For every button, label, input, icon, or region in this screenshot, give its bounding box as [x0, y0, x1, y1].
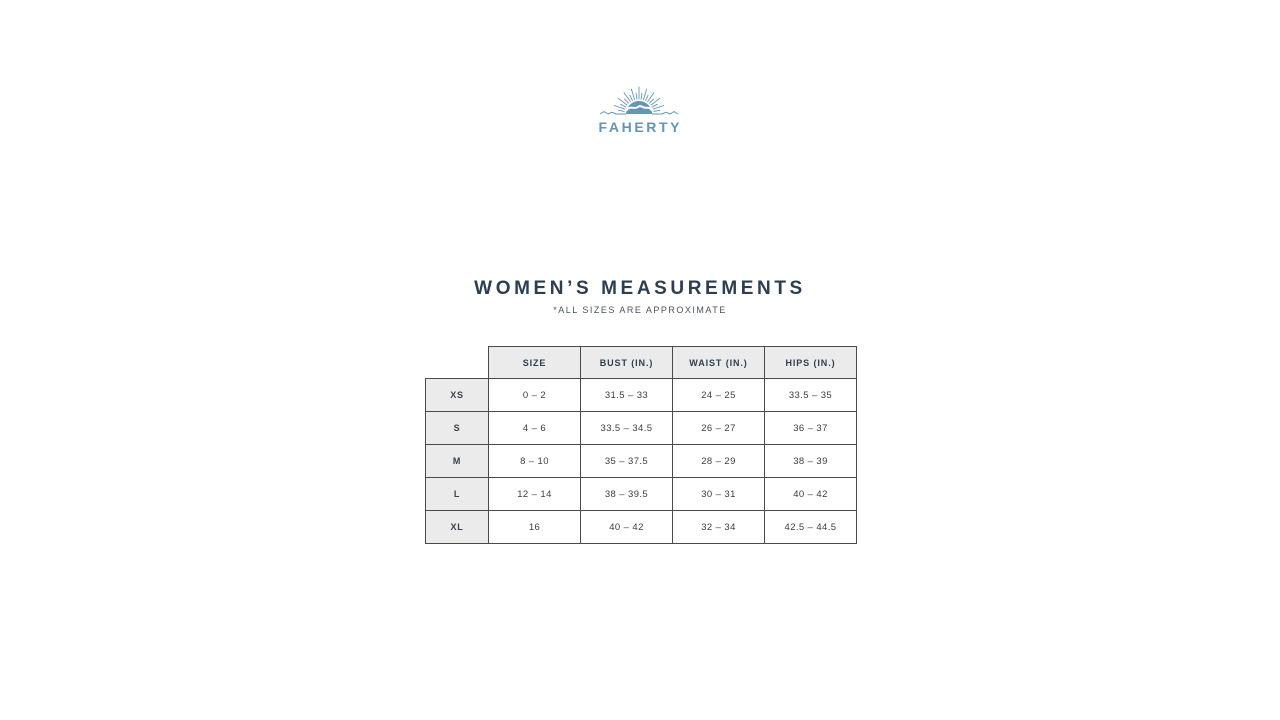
- brand-wordmark: FAHERTY: [598, 119, 683, 135]
- table-row-s: [426, 412, 857, 445]
- cell-size: 4 – 6: [489, 412, 581, 445]
- cell-waist: 30 – 31: [673, 478, 765, 511]
- cell-bust: 35 – 37.5: [581, 445, 673, 478]
- header-waist: WAIST (IN.): [673, 347, 765, 379]
- size-chart-table: [425, 346, 857, 544]
- header-hips: HIPS (IN.): [765, 347, 857, 379]
- cell-size: 0 – 2: [489, 379, 581, 412]
- row-label: XS: [426, 379, 489, 412]
- header-bust: BUST (IN.): [581, 347, 673, 379]
- table-row-m: [426, 445, 857, 478]
- cell-bust: 38 – 39.5: [581, 478, 673, 511]
- row-label: M: [426, 445, 489, 478]
- cell-hips: 33.5 – 35: [765, 379, 857, 412]
- cell-waist: 28 – 29: [673, 445, 765, 478]
- cell-waist: 24 – 25: [673, 379, 765, 412]
- table-row-l: [426, 478, 857, 511]
- cell-bust: 33.5 – 34.5: [581, 412, 673, 445]
- cell-size: 8 – 10: [489, 445, 581, 478]
- sun-wave-logo-icon: [591, 74, 687, 118]
- cell-size: 12 – 14: [489, 478, 581, 511]
- row-label: XL: [426, 511, 489, 544]
- row-label: L: [426, 478, 489, 511]
- cell-hips: 42.5 – 44.5: [765, 511, 857, 544]
- table-row-xs: [426, 379, 857, 412]
- page-title: WOMEN’S MEASUREMENTS: [474, 278, 806, 299]
- page-subtitle: *ALL SIZES ARE APPROXIMATE: [553, 305, 727, 315]
- cell-bust: 31.5 – 33: [581, 379, 673, 412]
- cell-size: 16: [489, 511, 581, 544]
- cell-hips: 36 – 37: [765, 412, 857, 445]
- table-row-xl: [426, 511, 857, 544]
- header-size: SIZE: [489, 347, 581, 379]
- cell-waist: 32 – 34: [673, 511, 765, 544]
- cell-bust: 40 – 42: [581, 511, 673, 544]
- row-label: S: [426, 412, 489, 445]
- brand-logo[interactable]: [591, 74, 687, 135]
- table-header-row: [426, 347, 857, 379]
- cell-hips: 38 – 39: [765, 445, 857, 478]
- cell-waist: 26 – 27: [673, 412, 765, 445]
- header-empty-cell: [426, 347, 489, 379]
- cell-hips: 40 – 42: [765, 478, 857, 511]
